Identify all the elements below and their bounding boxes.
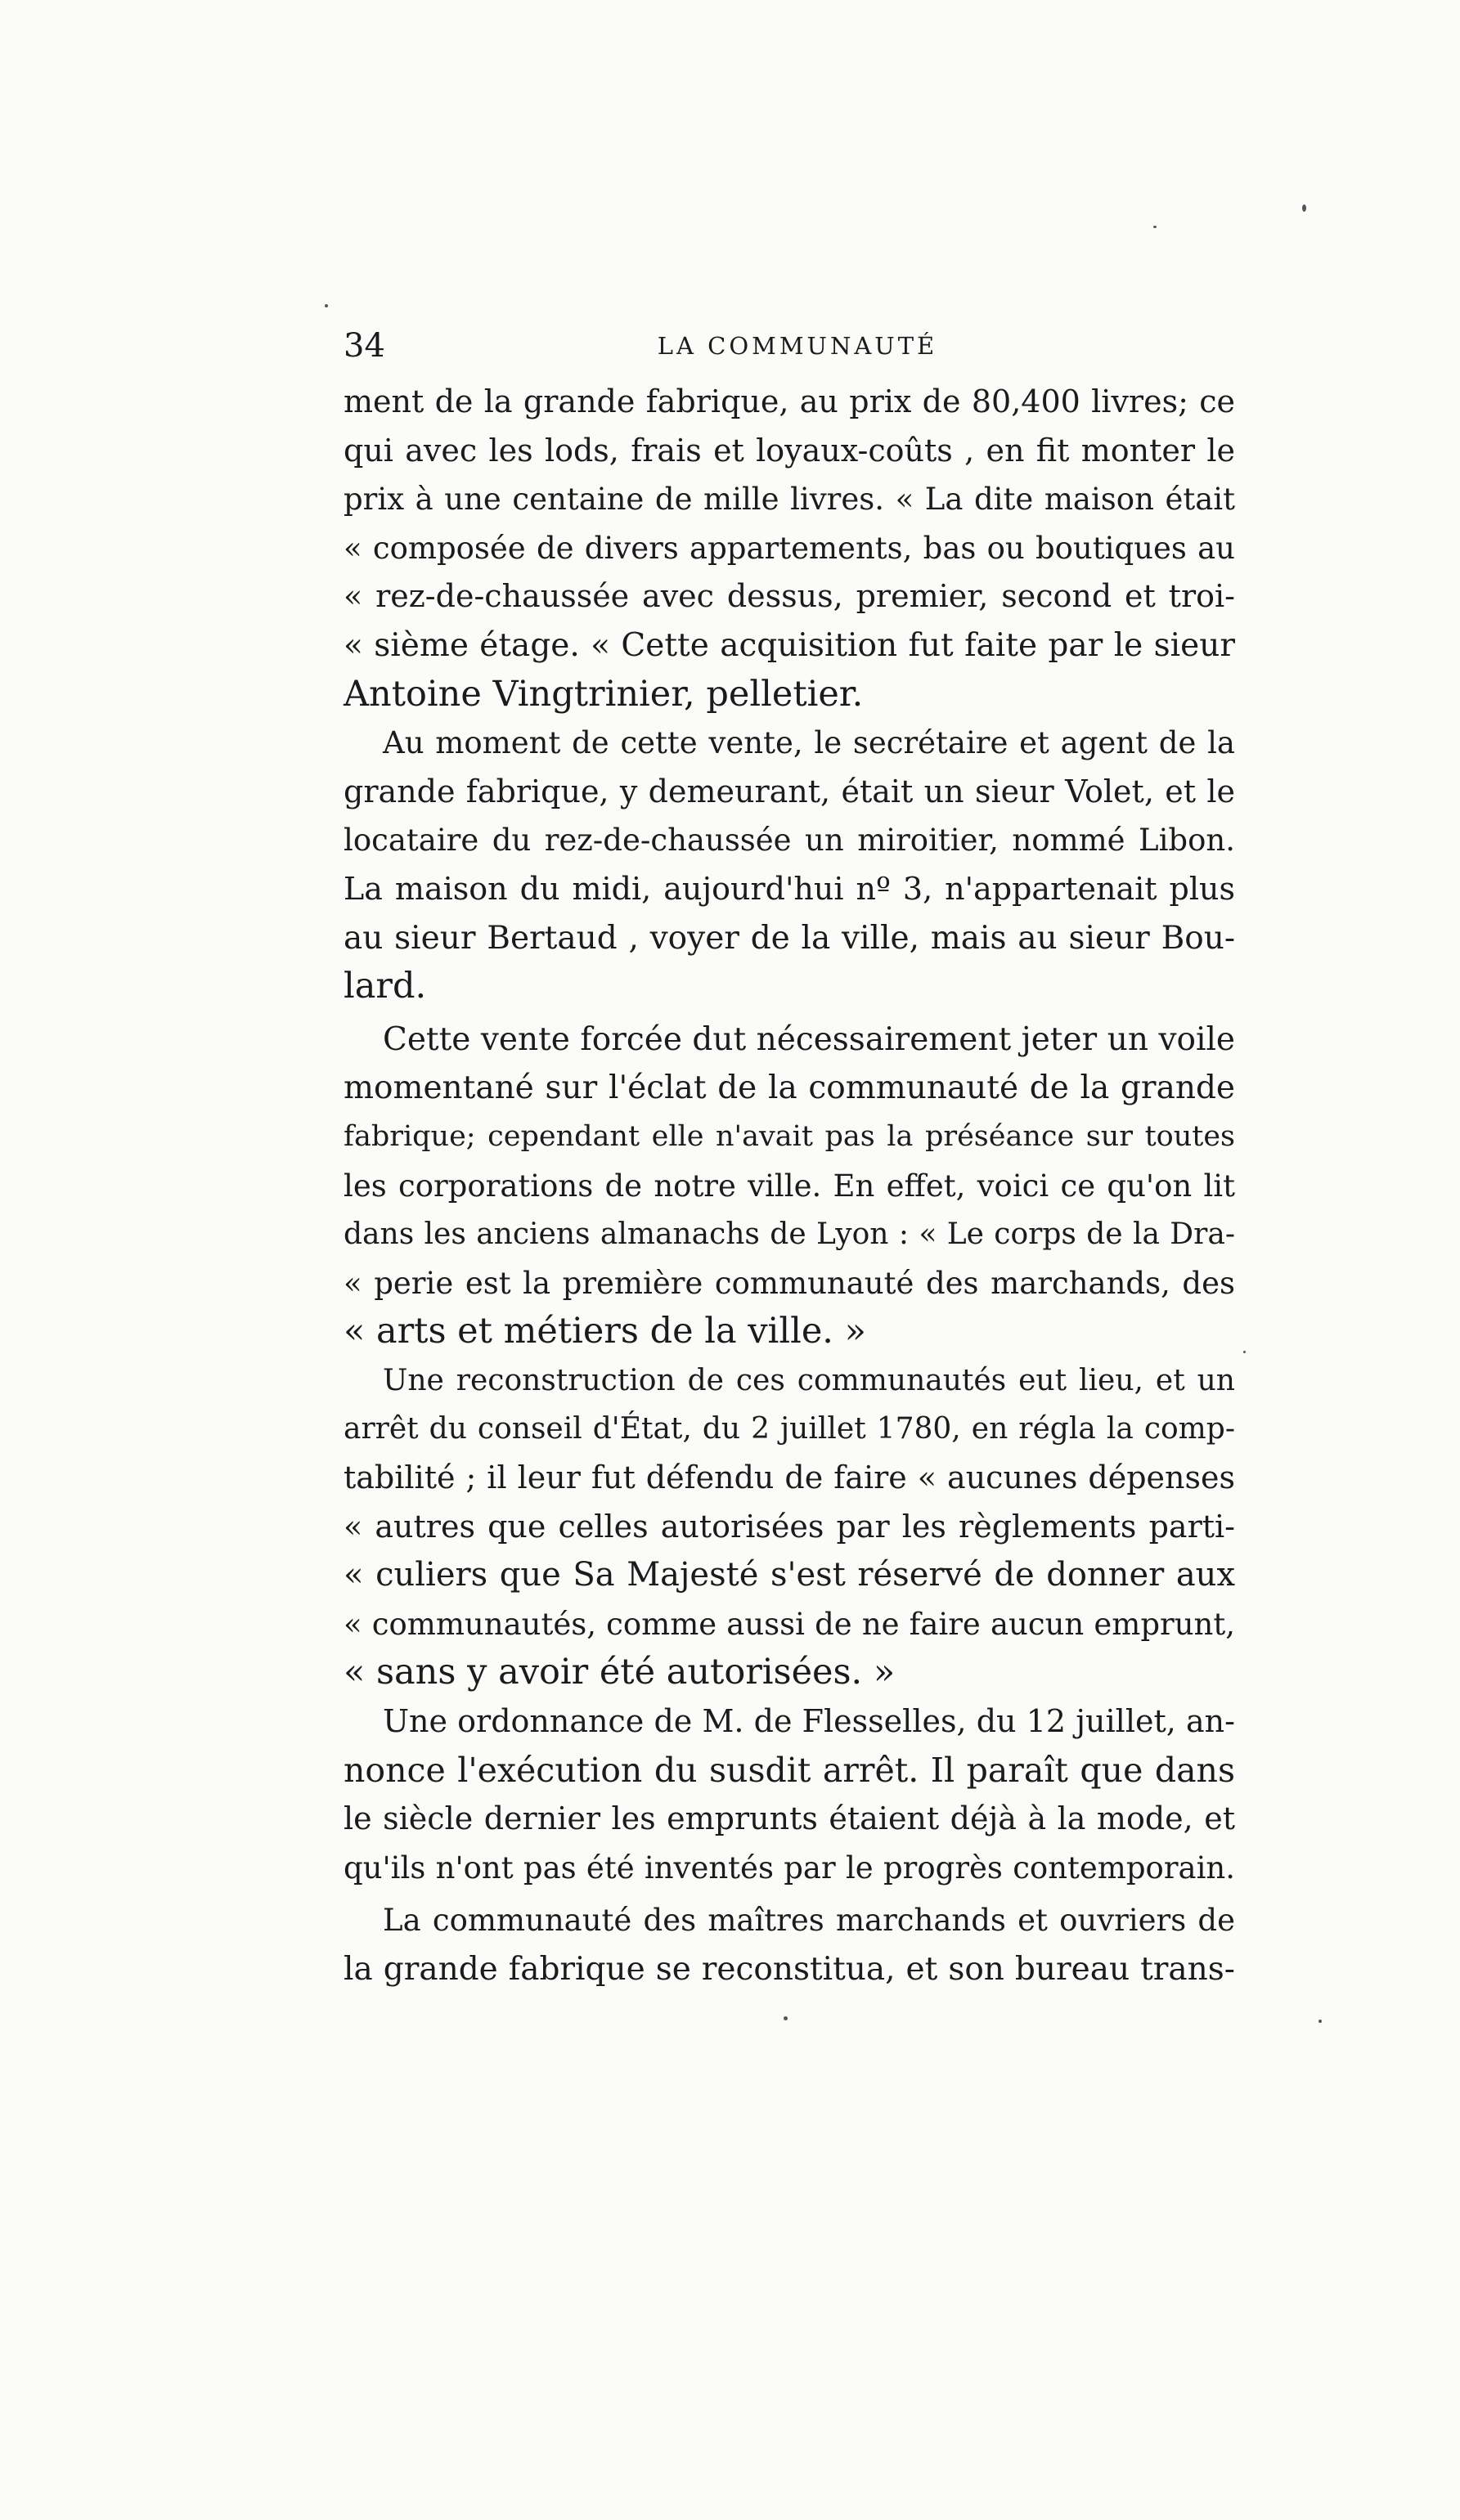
text-line: Au moment de cette vente, le secrétaire et agent de la	[383, 725, 1235, 761]
text-line: Une reconstruction de ces communautés eut lieu, et un	[383, 1363, 1235, 1397]
text-line: « communautés, comme aussi de ne faire aucun emprunt,	[344, 1606, 1235, 1642]
paragraph	[344, 1697, 1235, 1892]
text-line: « autres que celles autorisées par les règlements parti-	[344, 1508, 1235, 1545]
text-line: « arts et métiers de la ville. »	[344, 1311, 866, 1352]
text-line: qui avec les lods, frais et loyaux-coûts , en fit monter le	[344, 432, 1235, 469]
text-line: lard.	[344, 966, 427, 1007]
print-speck	[1302, 204, 1306, 212]
paragraph	[344, 1016, 1235, 1356]
text-line: Une ordonnance de M. de Flesselles, du 12 juillet, an-	[383, 1703, 1235, 1740]
text-line: tabilité ; il leur fut défendu de faire « aucunes dépenses	[344, 1460, 1235, 1496]
print-speck	[784, 2016, 788, 2020]
text-line: les corporations de notre ville. En effet, voici ce qu'on lit	[344, 1168, 1235, 1204]
page-number: 34	[344, 327, 385, 365]
text-line: ment de la grande fabrique, au prix de 80,400 livres; ce	[344, 383, 1235, 419]
text-line: « perie est la première communauté des marchands, des	[344, 1265, 1235, 1301]
text-line: Cette vente forcée dut nécessairement jeter un voile	[383, 1020, 1235, 1058]
text-line: « rez-de-chaussée avec dessus, premier, second et troi-	[344, 578, 1235, 615]
paragraph	[344, 1356, 1235, 1697]
text-line: La communauté des maîtres marchands et ouvriers de	[383, 1903, 1235, 1939]
print-speck	[1153, 226, 1157, 228]
text-line: nonce l'exécution du susdit arrêt. Il paraît que dans	[344, 1750, 1235, 1790]
body-text	[344, 378, 1235, 1994]
text-line: « culiers que Sa Majesté s'est réservé de donner aux	[344, 1556, 1235, 1594]
text-line: qu'ils n'ont pas été inventés par le progrès contemporain.	[344, 1850, 1235, 1886]
text-line: au sieur Bertaud , voyer de la ville, mais au sieur Bou-	[344, 919, 1235, 957]
paragraph	[344, 1896, 1235, 1993]
text-line: dans les anciens almanachs de Lyon : « Le corps de la Dra-	[344, 1217, 1235, 1252]
print-speck	[1243, 1351, 1246, 1353]
text-line: momentané sur l'éclat de la communauté de la grande	[344, 1069, 1235, 1107]
paragraph	[344, 719, 1235, 1011]
text-line: arrêt du conseil d'État, du 2 juillet 1780, en régla la comp-	[344, 1412, 1235, 1446]
print-speck	[1318, 2020, 1322, 2023]
text-line: locataire du rez-de-chaussée un miroitier, nommé Libon.	[344, 823, 1235, 859]
text-line: Antoine Vingtrinier, pelletier.	[344, 673, 864, 715]
text-line: « sième étage. « Cette acquisition fut faite par le sieur	[344, 626, 1235, 664]
text-line: prix à une centaine de mille livres. « La dite maison était	[344, 482, 1235, 518]
running-title: LA COMMUNAUTÉ	[657, 332, 938, 360]
paragraph	[344, 378, 1235, 719]
text-line: le siècle dernier les emprunts étaient déjà à la mode, et	[344, 1800, 1235, 1837]
text-line: grande fabrique, y demeurant, était un sieur Volet, et le	[344, 773, 1235, 809]
text-line: « composée de divers appartements, bas ou boutiques au	[344, 530, 1235, 566]
page-header	[344, 327, 1251, 368]
text-line: la grande fabrique se reconstitua, et son bureau trans-	[344, 1951, 1235, 1988]
text-line: « sans y avoir été autorisées. »	[344, 1652, 896, 1693]
text-line: fabrique; cependant elle n'avait pas la préséance sur toutes	[344, 1119, 1235, 1153]
print-speck	[325, 304, 328, 307]
text-line: La maison du midi, aujourd'hui nº 3, n'appartenait plus	[344, 870, 1235, 907]
